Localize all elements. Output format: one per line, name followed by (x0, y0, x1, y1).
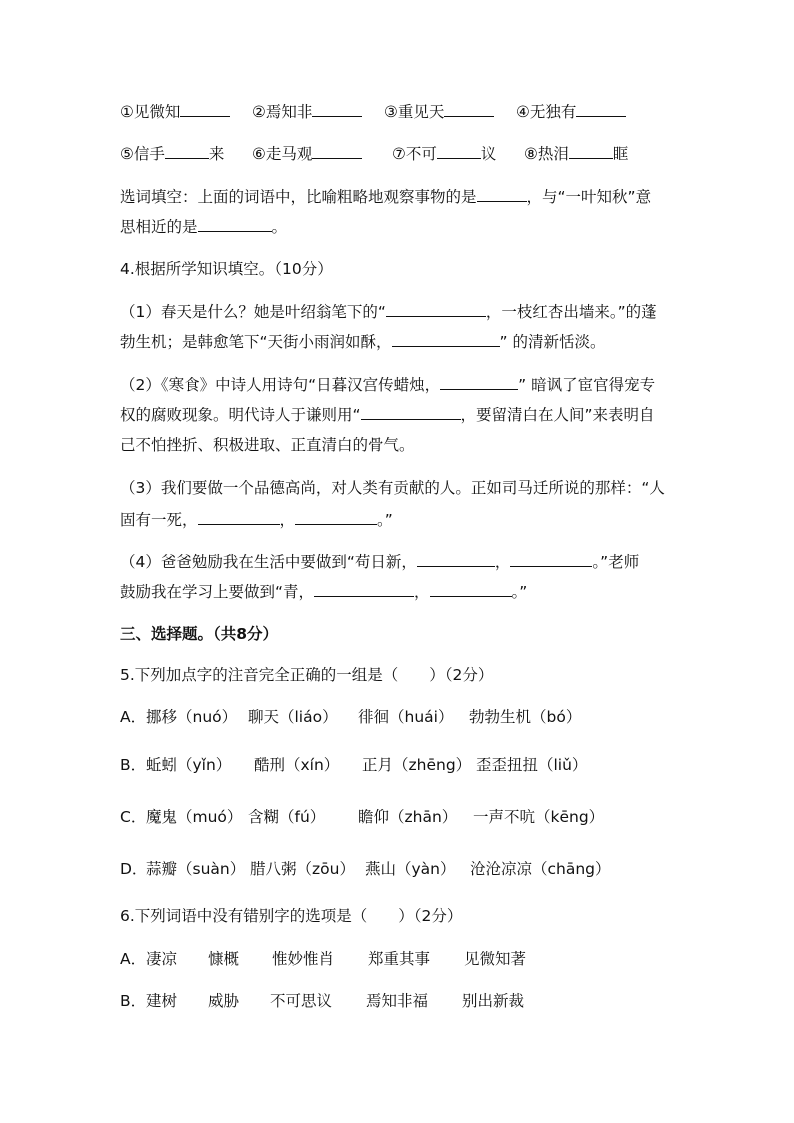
idiom-item-7: ⑦不可 议 (392, 142, 496, 165)
q4-part4-line1: （4）爸爸勉励我在生活中要做到“苟日新， ， 。”老师 (120, 550, 639, 573)
idiom-item-8: ⑧热泪 眶 (524, 142, 628, 165)
q5-option-a-letter[interactable]: A． (120, 708, 147, 726)
q6-option-a-word-1: 凄凉 (146, 950, 178, 968)
q5-option-a-word-1: 挪移（nuó） (146, 708, 238, 726)
q5-option-b-word-3: 正月（zhēng） (362, 756, 472, 774)
answer-blank[interactable] (576, 100, 626, 117)
question-5-title: 5.下列加点字的注音完全正确的一组是（ ）（2分） (120, 666, 494, 684)
answer-blank[interactable] (198, 508, 280, 525)
q4-part2-line1: （2）《寒食》中诗人用诗句“日暮汉宫传蜡烛， ” 暗讽了宦官得宠专 (120, 373, 655, 396)
answer-blank[interactable] (569, 142, 613, 159)
q5-option-b-letter[interactable]: B． (120, 756, 147, 774)
idiom-item-5: ⑤信手 来 (120, 142, 224, 165)
answer-blank[interactable] (180, 100, 230, 117)
section-3-heading: 三、选择题。（共8分） (120, 625, 279, 643)
idiom-item-2: ②焉知非 (252, 100, 362, 123)
select-words-line1: 选词填空：上面的词语中，比喻粗略地观察事物的是 ，与“一叶知秋”意 (120, 185, 651, 208)
answer-blank[interactable] (392, 330, 500, 347)
answer-blank[interactable] (440, 373, 518, 390)
answer-blank[interactable] (477, 185, 527, 202)
q5-option-d-word-4: 沧沧凉凉（chāng） (470, 860, 611, 878)
answer-blank[interactable] (444, 100, 494, 117)
answer-blank[interactable] (312, 100, 362, 117)
q6-option-a-letter[interactable]: A． (120, 950, 147, 968)
q6-option-b-word-1: 建树 (146, 992, 178, 1010)
q4-part2-line2: 权的腐败现象。明代诗人于谦则用“ ，要留清白在人间”来表明自 (120, 403, 655, 426)
answer-blank[interactable] (437, 142, 481, 159)
q5-option-c-word-3: 瞻仰（zhān） (358, 808, 458, 826)
q4-part2-line3: 己不怕挫折、积极进取、正直清白的骨气。 (120, 436, 415, 454)
q4-part3-line1: （3）我们要做一个品德高尚，对人类有贡献的人。正如司马迁所说的那样：“人 (120, 479, 665, 497)
answer-blank[interactable] (386, 300, 486, 317)
answer-blank[interactable] (165, 142, 209, 159)
q6-option-a-word-2: 慷概 (208, 950, 240, 968)
q5-option-b-word-2: 酷刑（xín） (254, 756, 340, 774)
q6-option-b-word-3: 不可思议 (270, 992, 333, 1010)
q6-option-a-word-4: 郑重其事 (368, 950, 431, 968)
q5-option-d-word-1: 蒜瓣（suàn） (146, 860, 246, 878)
q5-option-c-word-2: 含糊（fú） (248, 808, 326, 826)
q6-option-b-word-5: 别出新裁 (462, 992, 525, 1010)
answer-blank[interactable] (198, 215, 272, 232)
q4-part1-line2: 勃生机；是韩愈笔下“天街小雨润如酥， ” 的清新恬淡。 (120, 330, 606, 353)
q6-option-b-word-4: 焉知非福 (366, 992, 429, 1010)
q6-option-b-letter[interactable]: B． (120, 992, 147, 1010)
answer-blank[interactable] (417, 550, 495, 567)
select-words-line2: 思相近的是 。 (120, 215, 287, 238)
q5-option-a-word-2: 聊天（liáo） (248, 708, 338, 726)
q5-option-c-word-1: 魔鬼（muó） (146, 808, 243, 826)
question-6-title: 6.下列词语中没有错别字的选项是（ ）（2分） (120, 907, 463, 925)
q5-option-c-letter[interactable]: C． (120, 808, 147, 826)
answer-blank[interactable] (314, 580, 414, 597)
idiom-item-1: ①见微知 (120, 100, 230, 123)
q6-option-a-word-3: 惟妙惟肖 (272, 950, 335, 968)
idiom-item-4: ④无独有 (516, 100, 626, 123)
q4-part1-line1: （1）春天是什么？她是叶绍翁笔下的“ ，一枝红杏出墙来。”的蓬 (120, 300, 657, 323)
idiom-item-6: ⑥走马观 (252, 142, 362, 165)
answer-blank[interactable] (295, 508, 377, 525)
answer-blank[interactable] (361, 403, 461, 420)
q4-part4-line2: 鼓励我在学习上要做到“青， ， 。” (120, 580, 527, 603)
answer-blank[interactable] (510, 550, 592, 567)
q6-option-a-word-5: 见微知著 (464, 950, 527, 968)
q5-option-c-word-4: 一声不吭（kēng） (473, 808, 605, 826)
q5-option-a-word-4: 勃勃生机（bó） (469, 708, 582, 726)
answer-blank[interactable] (312, 142, 362, 159)
q5-option-d-letter[interactable]: D． (120, 860, 148, 878)
q6-option-b-word-2: 威胁 (208, 992, 240, 1010)
q5-option-b-word-4: 歪歪扭扭（liǔ） (476, 756, 588, 774)
q4-part3-line2: 固有一死， ， 。” (120, 508, 393, 531)
q5-option-b-word-1: 蚯蚓（yǐn） (146, 756, 232, 774)
question-4-title: 4.根据所学知识填空。（10分） (120, 260, 333, 278)
answer-blank[interactable] (430, 580, 512, 597)
q5-option-d-word-3: 燕山（yàn） (365, 860, 456, 878)
idiom-item-3: ③重见天 (384, 100, 494, 123)
q5-option-d-word-2: 腊八粥（zōu） (250, 860, 355, 878)
q5-option-a-word-3: 徘徊（huái） (358, 708, 454, 726)
